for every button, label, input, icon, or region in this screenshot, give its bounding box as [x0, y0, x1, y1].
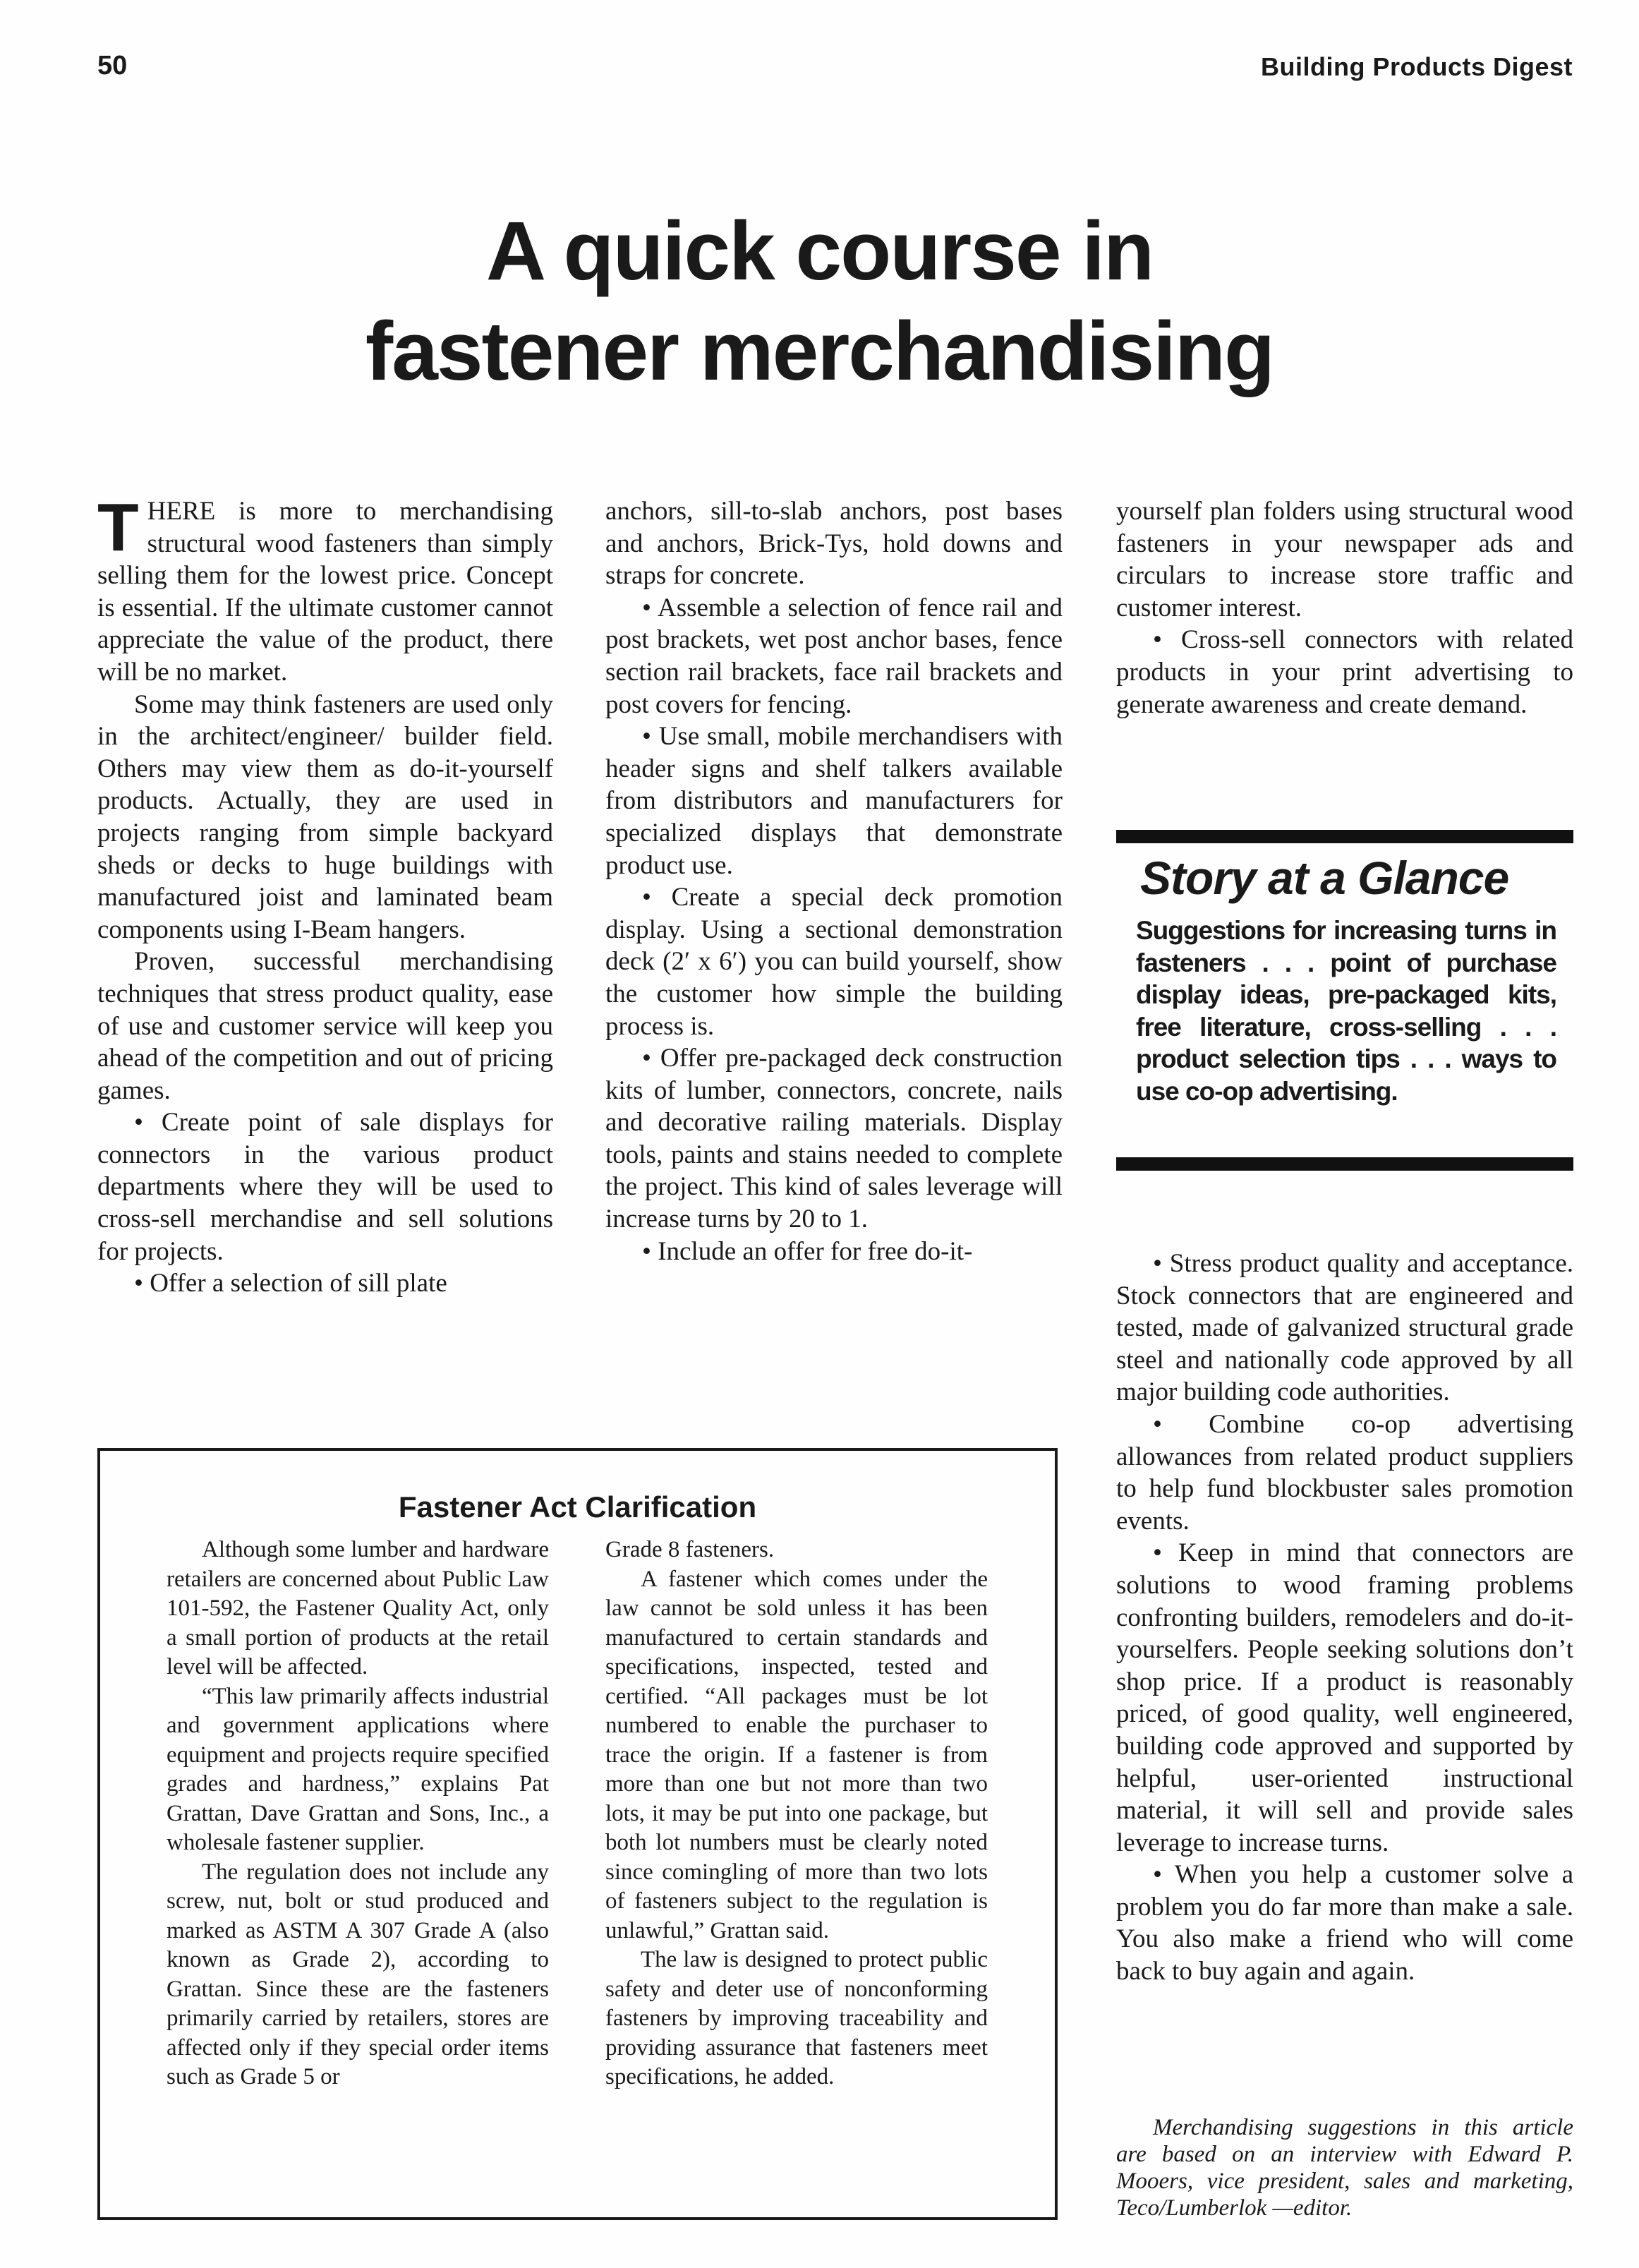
sidebar-column-left — [167, 1536, 549, 2092]
sidebar-paragraph: The law is designed to protect public safety and deter use of nonconforming fasteners by improving traceability and providing assurance that fasteners meet specifications, he added. — [605, 1947, 988, 2089]
body-paragraph: Proven, successful merchandising techniques that stress product quality, ease of use and customer service will keep you ahead of the competition and out of pricing games. — [97, 947, 553, 1105]
title-line-1: A quick course in — [485, 205, 1154, 298]
bullet-paragraph: • Use small, mobile merchandisers with header signs and shelf talkers available from distributors and manufacturers for specialized displays that demonstrate product use. — [605, 722, 1063, 880]
sidebar-paragraph: Grade 8 fasteners. — [605, 1537, 775, 1562]
bullet-paragraph: • Combine co-op advertising allowances from related product suppliers to help fund blockbuster sales promotion events. — [1116, 1409, 1573, 1536]
bullet-paragraph: • Assemble a selection of fence rail and post brackets, wet post anchor bases, fence section rail brackets, face rail brackets and post covers for fencing. — [605, 593, 1063, 719]
bullet-paragraph: • Offer pre-packaged deck construction kits of lumber, connectors, concrete, nails and decorative railing materials. Display tools, paints and stains needed to complete the project. This kind of sales leverage will increase turns by 20 to 1. — [605, 1044, 1063, 1234]
sidebar-paragraph: The regulation does not include any screw, nut, bolt or stud produced and marked as ASTM A 307 Grade A (also known as Grade 2), according to Grattan. Since these are the fasteners primarily carried by retailers, stores are affected only if they special order items such as Grade 5 or — [167, 1859, 549, 2089]
publication-name: Building Products Digest — [1260, 52, 1573, 81]
body-paragraph: Some may think fasteners are used only in the architect/engineer/ builder field. Others may view them as do-it-yourself products. Actually, they are used in projects ranging from simple backyard sheds or decks to huge buildings with manufactured joist and laminated beam components using I-Beam hangers. — [97, 689, 553, 944]
page-number: 50 — [97, 51, 128, 80]
glance-bottom-rule — [1116, 1157, 1573, 1171]
column-1 — [97, 490, 553, 1300]
editor-credit: Merchandising suggestions in this article are based on an interview with Edward P. Mooers, vice president, sales and marketing, Teco/Lumberlok —editor. — [1116, 2115, 1573, 2221]
glance-title: Story at a Glance — [1140, 852, 1509, 904]
sidebar-title: Fastener Act Clarification — [398, 1490, 757, 1524]
opening-paragraph — [97, 490, 553, 689]
sidebar-paragraph: A fastener which comes under the law cannot be sold unless it has been manufactured to certain standards and specifications, inspected, tested and certified. “All packages must be lot numbered to enable the purchaser to trace the origin. If a fastener is from more than one but not more than two lots, it may be put into one package, but both lot numbers must be clearly noted since comingling of more than two lots of fasteners subject to the regulation is unlawful,” Grattan said. — [605, 1566, 988, 1943]
bullet-paragraph: • Stress product quality and acceptance. Stock connectors that are engineered and tested, made of galvanized structural grade steel and nationally code approved by all major building code authorities. — [1116, 1249, 1573, 1407]
bullet-paragraph: • Create a special deck promotion display. Using a sectional demonstration deck (2′ x 6′) you can build yourself, show the customer how simple the building process is. — [605, 883, 1063, 1041]
column-2 — [605, 495, 1063, 1267]
bullet-paragraph: • Keep in mind that connectors are solutions to wood framing problems confronting builders, remodelers and do-it-yourselfers. People seeking solutions don’t shop price. If a product is reasonably priced, of good quality, well engineered, building code approved and supported by helpful, user-oriented instructional material, it will sell and provide sales leverage to increase turns. — [1116, 1538, 1573, 1857]
glance-top-rule — [1116, 830, 1573, 843]
column-3-bottom — [1116, 1248, 1573, 1988]
bullet-paragraph: • Cross-sell connectors with related products in your print advertising to generate awareness and create demand. — [1116, 625, 1573, 719]
drop-cap: T — [97, 490, 139, 565]
body-paragraph: yourself plan folders using structural wood fasteners in your newspaper ads and circulars to increase store traffic and customer interest. — [1116, 497, 1573, 622]
article-title — [0, 201, 1639, 402]
sidebar-paragraph: Although some lumber and hardware retailers are concerned about Public Law 101-592, the Fastener Quality Act, only a small portion of products at the retail level will be affected. — [167, 1537, 549, 1679]
bullet-paragraph: • Offer a selection of sill plate — [134, 1269, 447, 1298]
bullet-paragraph: • Create point of sale displays for connectors in the various product departments where they will be used to cross-sell merchandise and sell solutions for projects. — [97, 1108, 553, 1266]
title-line-2: fastener merchandising — [365, 305, 1274, 398]
glance-summary: Suggestions for increasing turns in fasteners . . . point of purchase display ideas, pre-packaged kits, free literature, cross-selling . . . product selection tips . . . ways to use co-op advertising. — [1136, 916, 1556, 1106]
opening-text: HERE is more to merchandising structural wood fasteners than simply selling them for the lowest price. Concept is essential. If the ultimate customer cannot appreciate the value of the product, there will be no market. — [97, 497, 553, 687]
bullet-paragraph: • When you help a customer solve a problem you do far more than make a sale. You also make a friend who will come back to buy again and again. — [1116, 1860, 1573, 1986]
bullet-paragraph: • Include an offer for free do-it- — [642, 1236, 973, 1266]
column-3-top — [1116, 495, 1573, 720]
body-paragraph: anchors, sill-to-slab anchors, post bases and anchors, Brick-Tys, hold downs and straps for concrete. — [605, 497, 1063, 591]
sidebar-column-right — [605, 1536, 988, 2092]
sidebar-box — [97, 1448, 1058, 2220]
sidebar-paragraph: “This law primarily affects industrial and government applications where equipment and projects require specified grades and hardness,” explains Pat Grattan, Dave Grattan and Sons, Inc., a wholesale fastener supplier. — [167, 1683, 549, 1855]
